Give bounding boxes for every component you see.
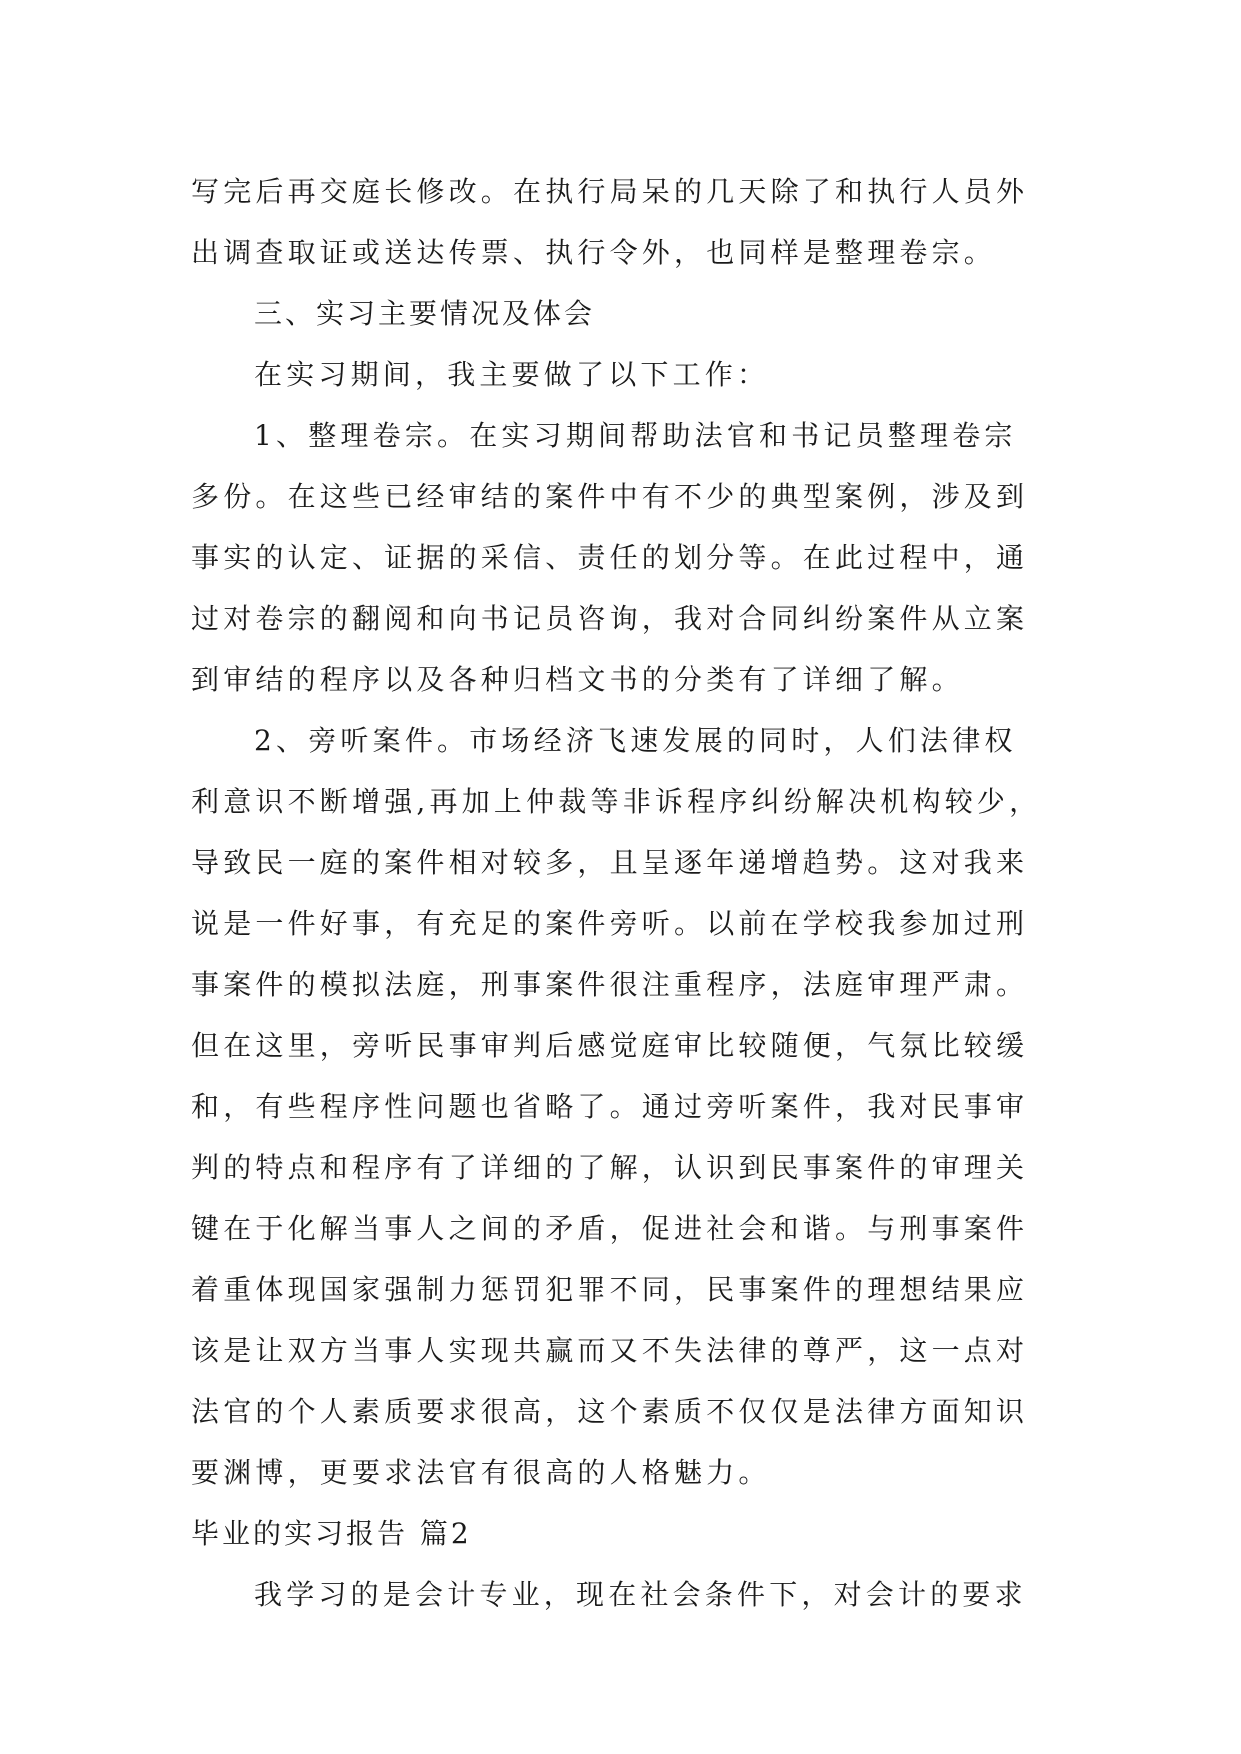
text-line: 但在这里，旁听民事审判后感觉庭审比较随便，气氛比较缓 — [191, 1029, 1029, 1062]
text-line: 该是让双方当事人实现共赢而又不失法律的尊严，这一点对 — [191, 1334, 1029, 1367]
text-line: 在实习期间，我主要做了以下工作： — [254, 358, 770, 391]
text-line: 要渊博，更要求法官有很高的人格魅力。 — [191, 1456, 771, 1489]
text-line: 2、旁听案件。市场经济飞速发展的同时，人们法律权 — [254, 724, 1017, 757]
article-title: 毕业的实习报告 篇2 — [191, 1517, 472, 1550]
text-line: 判的特点和程序有了详细的了解，认识到民事案件的审理关 — [191, 1151, 1029, 1184]
text-line: 到审结的程序以及各种归档文书的分类有了详细了解。 — [191, 663, 964, 696]
text-line: 导致民一庭的案件相对较多，且呈逐年递增趋势。这对我来 — [191, 846, 1029, 879]
text-line: 利意识不断增强,再加上仲裁等非诉程序纠纷解决机构较少， — [191, 785, 1042, 818]
section-heading: 三、实习主要情况及体会 — [254, 297, 596, 330]
text-line: 写完后再交庭长修改。在执行局呆的几天除了和执行人员外 — [191, 175, 1029, 208]
text-line: 过对卷宗的翻阅和向书记员咨询，我对合同纠纷案件从立案 — [191, 602, 1029, 635]
text-line: 键在于化解当事人之间的矛盾，促进社会和谐。与刑事案件 — [191, 1212, 1029, 1245]
text-line: 着重体现国家强制力惩罚犯罪不同，民事案件的理想结果应 — [191, 1273, 1029, 1306]
text-line: 事案件的模拟法庭，刑事案件很注重程序，法庭审理严肃。 — [191, 968, 1029, 1001]
text-line: 出调查取证或送达传票、执行令外，也同样是整理卷宗。 — [191, 236, 997, 269]
text-line: 1、整理卷宗。在实习期间帮助法官和书记员整理卷宗 — [254, 419, 1017, 452]
text-line: 法官的个人素质要求很高，这个素质不仅仅是法律方面知识 — [191, 1395, 1029, 1428]
text-line: 说是一件好事，有充足的案件旁听。以前在学校我参加过刑 — [191, 907, 1029, 940]
body-text — [191, 161, 1061, 1625]
text-line: 我学习的是会计专业，现在社会条件下，对会计的要求 — [254, 1578, 1027, 1611]
text-line: 和，有些程序性问题也省略了。通过旁听案件，我对民事审 — [191, 1090, 1029, 1123]
text-line: 事实的认定、证据的采信、责任的划分等。在此过程中，通 — [191, 541, 1029, 574]
text-line: 多份。在这些已经审结的案件中有不少的典型案例，涉及到 — [191, 480, 1029, 513]
